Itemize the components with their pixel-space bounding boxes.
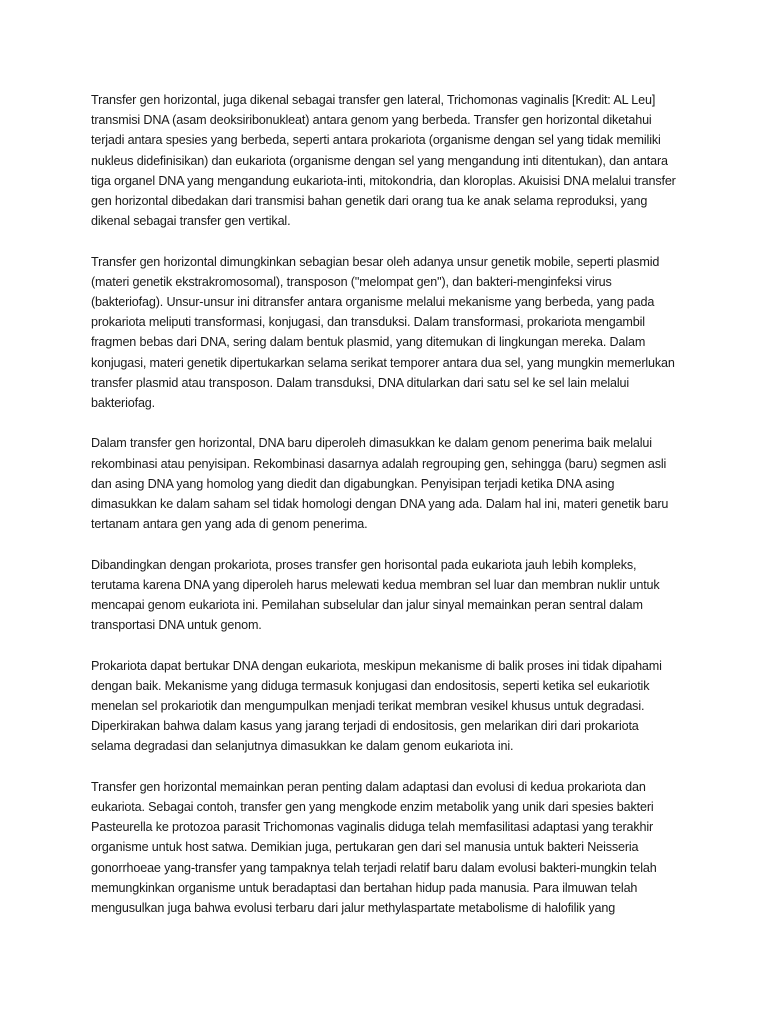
document-body [91, 90, 681, 938]
paragraph-3: Dalam transfer gen horizontal, DNA baru diperoleh dimasukkan ke dalam genom penerima baik melalui rekombinasi atau penyisipan. Rekombinasi dasarnya adalah regrouping gen, sehingga (baru) segmen asli dan asing DNA yang homolog yang diedit dan digabungkan. Penyisipan terjadi ketika DNA asing dimasukkan ke dalam saham sel tidak homologi dengan DNA yang ada. Dalam hal ini, materi genetik baru tertanam antara gen yang ada di genom penerima. [91, 436, 669, 532]
paragraph-5: Prokariota dapat bertukar DNA dengan eukariota, meskipun mekanisme di balik proses ini tidak dipahami dengan baik. Mekanisme yang diduga termasuk konjugasi dan endositosis, seperti ketika sel eukariotik menelan sel prokariotik dan mengumpulkan menjadi terikat membran vesikel khusus untuk degradasi. Diperkirakan bahwa dalam kasus yang jarang terjadi di endositosis, gen melarikan diri dari prokariota selama degradasi dan selanjutnya dimasukkan ke dalam genom eukariota ini. [91, 658, 662, 754]
paragraph-6: Transfer gen horizontal memainkan peran penting dalam adaptasi dan evolusi di kedua prokariota dan eukariota. Sebagai contoh, transfer gen yang mengkode enzim metabolik yang unik dari spesies bakteri Pasteurella ke protozoa parasit Trichomonas vaginalis diduga telah memfasilitasi adaptasi yang terakhir organisme untuk host satwa. Demikian juga, pertukaran gen dari sel manusia untuk bakteri Neisseria gonorrhoeae yang-transfer yang tampaknya telah terjadi relatif baru dalam evolusi bakteri-mungkin telah memungkinkan organisme untuk beradaptasi dan bertahan hidup pada manusia. Para ilmuwan telah mengusulkan juga bahwa evolusi terbaru dari jalur methylaspartate metabolisme di halofilik yang [91, 779, 657, 916]
paragraph-4: Dibandingkan dengan prokariota, proses transfer gen horisontal pada eukariota jauh lebih kompleks, terutama karena DNA yang diperoleh harus melewati kedua membran sel luar dan membran nuklir untuk mencapai genom eukariota ini. Pemilahan subselular dan jalur sinyal memainkan peran sentral dalam transportasi DNA untuk genom. [91, 557, 660, 633]
paragraph-1: Transfer gen horizontal, juga dikenal sebagai transfer gen lateral, Trichomonas vaginalis [Kredit: AL Leu] transmisi DNA (asam deoksiribonukleat) antara genom yang berbeda. Transfer gen horizontal diketahui terjadi antara spesies yang berbeda, seperti antara prokariota (organisme dengan sel yang tidak memiliki nukleus didefinisikan) dan eukariota (organisme dengan sel yang mengandung inti ditentukan), dan antara tiga organel DNA yang mengandung eukariota-inti, mitokondria, dan kloroplas. Akuisisi DNA melalui transfer gen horizontal dibedakan dari transmisi bahan genetik dari orang tua ke anak selama reproduksi, yang dikenal sebagai transfer gen vertikal. [91, 93, 676, 229]
paragraph-2: Transfer gen horizontal dimungkinkan sebagian besar oleh adanya unsur genetik mobile, seperti plasmid (materi genetik ekstrakromosomal), transposon ("melompat gen"), dan bakteri-menginfeksi virus (bakteriofag). Unsur-unsur ini ditransfer antara organisme melalui mekanisme yang berbeda, yang pada prokariota meliputi transformasi, konjugasi, dan transduksi. Dalam transformasi, prokariota mengambil fragmen bebas dari DNA, sering dalam bentuk plasmid, yang ditemukan di lingkungan mereka. Dalam konjugasi, materi genetik dipertukarkan selama serikat temporer antara dua sel, yang mungkin memerlukan transfer plasmid atau transposon. Dalam transduksi, DNA ditularkan dari satu sel ke sel lain melalui bakteriofag. [91, 254, 675, 411]
